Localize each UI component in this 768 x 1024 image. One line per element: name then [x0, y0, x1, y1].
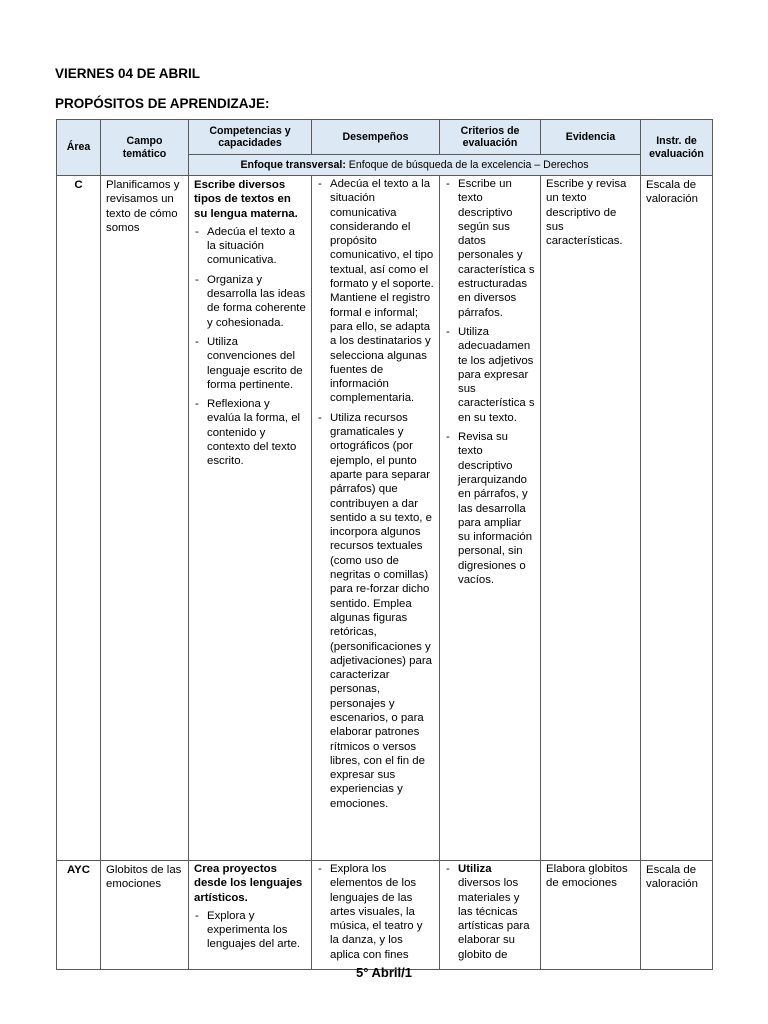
- page-date: VIERNES 04 DE ABRIL: [55, 66, 201, 81]
- table-row: [57, 176, 713, 861]
- table-row: [57, 861, 713, 970]
- section-title: PROPÓSITOS DE APRENDIZAJE:: [55, 96, 270, 111]
- criterios-cell: [440, 176, 541, 861]
- list-item: - Utiliza recursos gramaticales y ortográficos (por ejemplo, el punto aparte para separar párrafos) que contribuyen a dar sentido a su texto, e incorpora algunos recursos textuales (como uso de negritas o comillas) para re-forzar dicho sentido. Emplea algunas figuras retóricas, (personificaciones y adjetivaciones) para caracterizar personas, personajes y escenarios, o para elaborar patrones rítmicos o versos libres, con el fin de expresar sus experiencias y emociones.: [317, 411, 434, 811]
- list-item: [445, 862, 535, 962]
- area-cell: AYC: [57, 861, 101, 970]
- criterio-bold: Utiliza: [458, 863, 492, 875]
- learning-purposes-table: [56, 119, 713, 970]
- campo-cell: Globitos de las emociones: [101, 861, 189, 970]
- list-item: - Utiliza convenciones del lenguaje escrito de forma pertinente.: [194, 335, 306, 392]
- criterio-text: diversos los materiales y las técnicas artísticas para elaborar su globito de: [458, 877, 530, 961]
- page-footer: 5° Abril/1: [355, 965, 412, 980]
- evidencia-cell: Escribe y revisa un texto descriptivo de sus características.: [541, 176, 641, 861]
- enfoque-label: Enfoque transversal:: [240, 158, 346, 171]
- instrumento-cell: Escala de valoración: [641, 861, 713, 970]
- col-header-area: Área: [57, 120, 101, 176]
- desempenos-cell: [312, 861, 440, 970]
- evidencia-cell: Elabora globitos de emociones: [541, 861, 641, 970]
- desempenos-cell: [312, 176, 440, 861]
- list-item: - Escribe un texto descriptivo según sus datos personales y característica s estructuradas en diversos párrafos.: [445, 177, 535, 320]
- list-item: - Adecúa el texto a la situación comunicativa.: [194, 225, 306, 268]
- list-item: - Organiza y desarrolla las ideas de forma coherente y cohesionada.: [194, 273, 306, 330]
- competencia-title: Escribe diversos tipos de textos en su lengua materna.: [194, 179, 298, 220]
- enfoque-text: Enfoque de búsqueda de la excelencia – Derechos: [345, 158, 589, 171]
- list-item: - Reflexiona y evalúa la forma, el contenido y contexto del texto escrito.: [194, 397, 306, 468]
- competencias-cell: [189, 861, 312, 970]
- list-item: - Utiliza adecuadamen te los adjetivos para expresar sus característica s en su texto.: [445, 325, 535, 425]
- col-header-evidencia: Evidencia: [541, 120, 641, 155]
- col-header-competencias: Competencias y capacidades: [189, 120, 312, 155]
- list-item: - Explora los elementos de los lenguajes de las artes visuales, la música, el teatro y la danza, y los aplica con fines: [317, 862, 434, 962]
- criterios-cell: [440, 861, 541, 970]
- col-header-instr: Instr. de evaluación: [641, 120, 713, 176]
- area-cell: C: [57, 176, 101, 861]
- list-item: - Adecúa el texto a la situación comunicativa considerando el propósito comunicativo, el tipo textual, así como el formato y el soporte. Mantiene el registro formal e informal; para ello, se adapta a los destinatarios y selecciona algunas fuentes de información complementaria.: [317, 177, 434, 406]
- campo-cell: Planificamos y revisamos un texto de cómo somos: [101, 176, 189, 861]
- enfoque-transversal: [189, 155, 641, 176]
- competencia-title: Crea proyectos desde los lenguajes artísticos.: [194, 863, 303, 904]
- col-header-criterios: Criterios de evaluación: [440, 120, 541, 155]
- col-header-campo: Campo temático: [101, 120, 189, 176]
- competencias-cell: [189, 176, 312, 861]
- list-item: - Revisa su texto descriptivo jerarquizando en párrafos, y las desarrolla para ampliar su información personal, sin digresiones o vacíos.: [445, 430, 535, 587]
- list-item: - Explora y experimenta los lenguajes del arte.: [194, 909, 306, 952]
- instrumento-cell: Escala de valoración: [641, 176, 713, 861]
- col-header-desempenos: Desempeños: [312, 120, 440, 155]
